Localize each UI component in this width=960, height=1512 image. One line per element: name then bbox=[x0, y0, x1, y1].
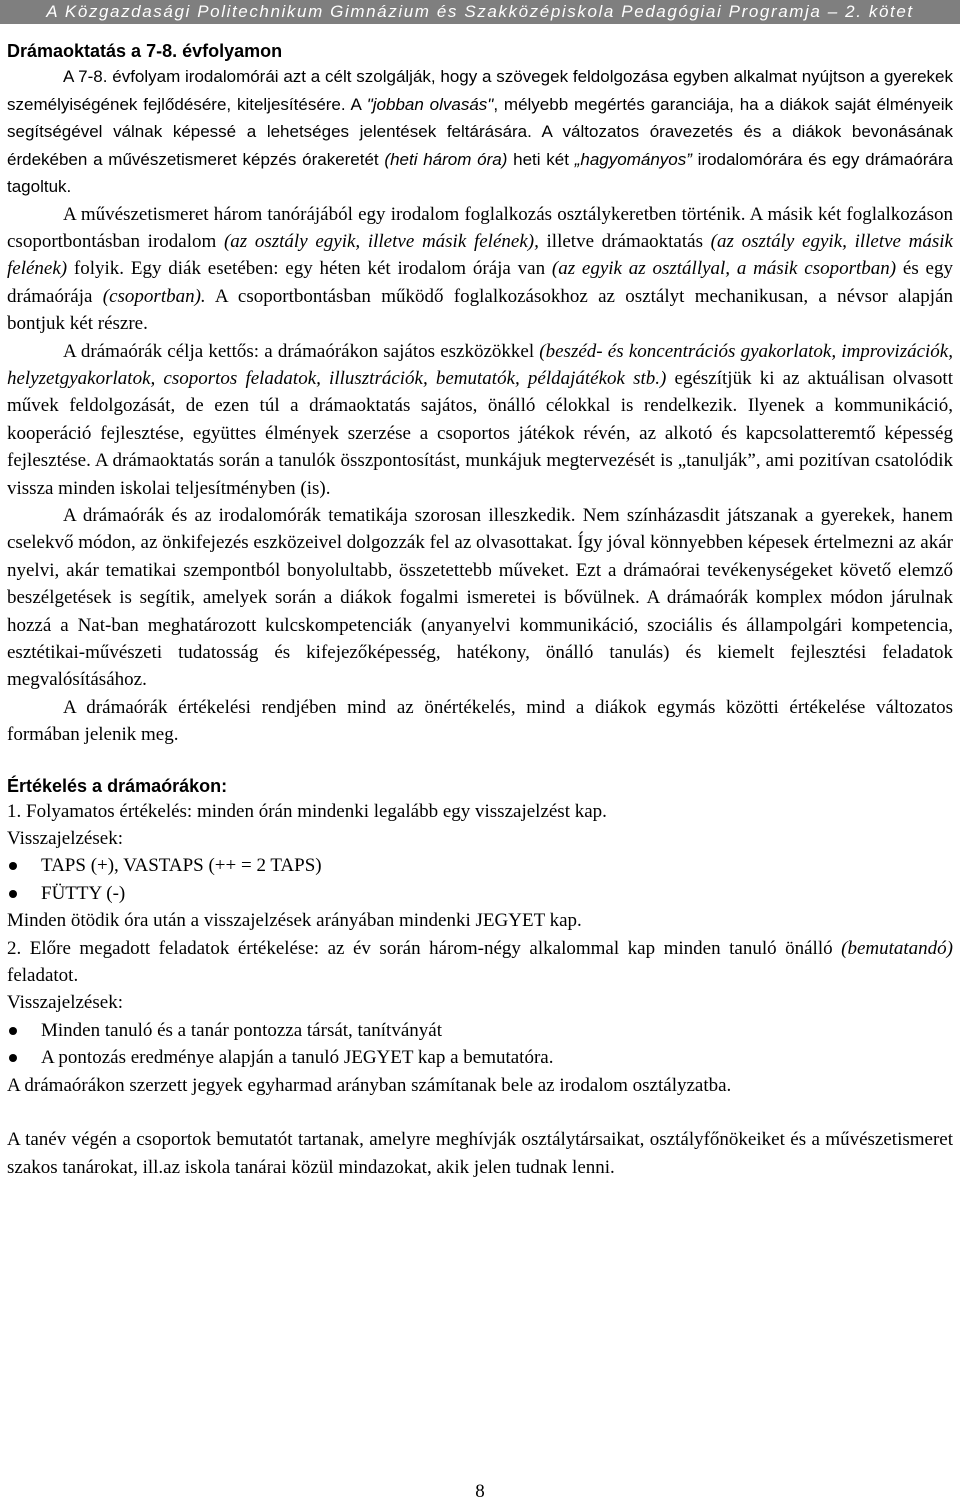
paragraph-goals bbox=[7, 338, 953, 502]
paragraph-intro bbox=[7, 63, 953, 201]
text-run: 2. Előre megadott feladatok értékelése: az év során három-négy alkalommal kap minden tanuló önálló bbox=[7, 937, 842, 959]
italic-run: (bemutatandó) bbox=[841, 937, 953, 959]
list-item: Minden tanuló és a tanár pontozza társát, tanítványát bbox=[7, 1017, 953, 1044]
text-run: A művészetismeret három tanórájából egy irodalom foglalkozás osztálykeretben történik. A másik két foglalkozáson csoportbontásban irodalom bbox=[7, 203, 953, 252]
text-run: folyik. Egy diák esetében: egy héten két irodalom órája van bbox=[67, 258, 552, 280]
text-run: illetve drámaoktatás bbox=[538, 230, 711, 252]
section-heading-drama: Drámaoktatás a 7-8. évfolyamon bbox=[7, 41, 283, 61]
text-run: A drámaórák célja kettős: a drámaórákon sajátos eszközökkel bbox=[63, 340, 540, 362]
page-number: 8 bbox=[475, 1481, 485, 1502]
text-run: A csoportbontásban működő foglalkozásokhoz az osztályt mechanikusan, a névsor alapján bontjuk két részre. bbox=[7, 285, 953, 335]
grade-note: Minden ötödik óra után a visszajelzések arányában mindenki JEGYET kap. bbox=[7, 910, 582, 932]
grade-note: A drámaórákon szerzett jegyek egyharmad arányban számítanak bele az irodalom osztályzatba. bbox=[7, 1074, 732, 1096]
text-run: feladatot. bbox=[7, 965, 79, 987]
text-run: heti két bbox=[507, 149, 575, 169]
italic-run: (csoportban). bbox=[102, 285, 206, 307]
italic-run: (az egyik az osztállyal, a másik csoportban) bbox=[551, 258, 897, 280]
closing-paragraph: A tanév végén a csoportok bemutatót tartanak, amelyre meghívják osztálytársaikat, osztályfőnökeiket és a művészetismeret szakos tanárokat, ill.az iskola tanárai közül mindazokat, akik jelen tudnak lenni. bbox=[7, 1129, 953, 1178]
feedback-label: Visszajelzések: bbox=[7, 828, 123, 850]
evaluation-item-2 bbox=[7, 935, 953, 990]
list-item: A pontozás eredménye alapján a tanuló JEGYET kap a bemutatóra. bbox=[7, 1044, 953, 1071]
feedback-list bbox=[7, 1017, 953, 1072]
running-header: A Közgazdasági Politechnikum Gimnázium és Szakközépiskola Pedagógiai Programja – 2. kötet bbox=[0, 0, 960, 24]
feedback-label: Visszajelzések: bbox=[7, 992, 123, 1014]
section-heading-evaluation: Értékelés a drámaórákon: bbox=[7, 775, 228, 796]
feedback-list bbox=[7, 852, 953, 907]
paragraph-thematics: A drámaórák és az irodalomórák tematikája szorosan illeszkedik. Nem színházasdit játszanak a gyerekek, hanem cselekvő módon, az önkifejezés eszközeivel dolgozzák fel az olvasottakat. Így jóval könnyebben képesek értelmezni az akár nyelvi, akár tematikai szempontból bonyolultabb, összetettebb műveket. Ezt a drámaórai tevékenységeket követő elemző beszélgetések is segítik, amelyek során a diákok fogalmi ismeretei is bővülnek. A drámaórák komplex módon járulnak hozzá a Nat-ban meghatározott kulcskompetenciák (anyanyelvi kommunikáció, szociális és állampolgári kompetencia, esztétikai-művészeti tudatosság és kifejezőképesség, hatékony, önálló tanulás) és kiemelt fejlesztési feladatok megvalósításához. bbox=[7, 504, 953, 691]
italic-run: (az osztály egyik, illetve másik felének) bbox=[7, 230, 953, 280]
italic-run: (heti három óra) bbox=[384, 149, 508, 169]
list-item: FÜTTY (-) bbox=[7, 880, 953, 907]
italic-run: „hagyományos” bbox=[574, 149, 692, 169]
paragraph-evaluation: A drámaórák értékelési rendjében mind az önértékelés, mind a diákok egymás közötti értékelése változatos formában jelenik meg. bbox=[7, 696, 953, 746]
text-run: A 7-8. évfolyam irodalomórái azt a célt szolgálják, hogy a szövegek feldolgozása egyben alkalmat nyújtson a gyerekek személyiségének fejlődésére, kiteljesítésére. A bbox=[7, 67, 953, 114]
text-run: egészítjük ki az aktuálisan olvasott művek feldolgozását, de ezen túl a drámaoktatás sajátos, önálló célokkal is rendelkezik. Ilyenek a kommunikáció, kooperáció fejlesztése, együttes élmények szerzése a csoportos játékok révén, az alkotó és kapcsolatteremtő képesség fejlesztése. A drámaoktatás során a tanulók összpontosítást, munkájuk megtervezését is „tanulják”, ami pozitívan csatolódik vissza minden iskolai teljesítményben (is). bbox=[7, 367, 953, 499]
list-item: TAPS (+), VASTAPS (++ = 2 TAPS) bbox=[7, 852, 953, 879]
text-run: irodalomórára és egy drámaórára tagoltuk. bbox=[7, 149, 953, 196]
text-run: , mélyebb megértés garanciája, ha a diákok saját élményeik segítségével válnak képessé a lehetséges jelentések feltárására. A változatos óravezetés és a diákok bevonásának érdekében a művészetismeret képzés órakeretét bbox=[7, 94, 953, 169]
italic-run: "jobban olvasás" bbox=[366, 94, 494, 114]
italic-run: (beszéd- és koncentrációs gyakorlatok, improvizációk, helyzetgyakorlatok, csoportos feladatok, illusztrációk, bemutatók, példajátékok stb.) bbox=[7, 340, 953, 389]
evaluation-item-1: 1. Folyamatos értékelés: minden órán mindenki legalább egy visszajelzést kap. bbox=[7, 800, 607, 822]
text-run: és egy drámaórája bbox=[7, 258, 953, 307]
italic-run: (az osztály egyik, illetve másik felének), bbox=[223, 230, 539, 252]
paragraph-structure bbox=[7, 201, 953, 338]
